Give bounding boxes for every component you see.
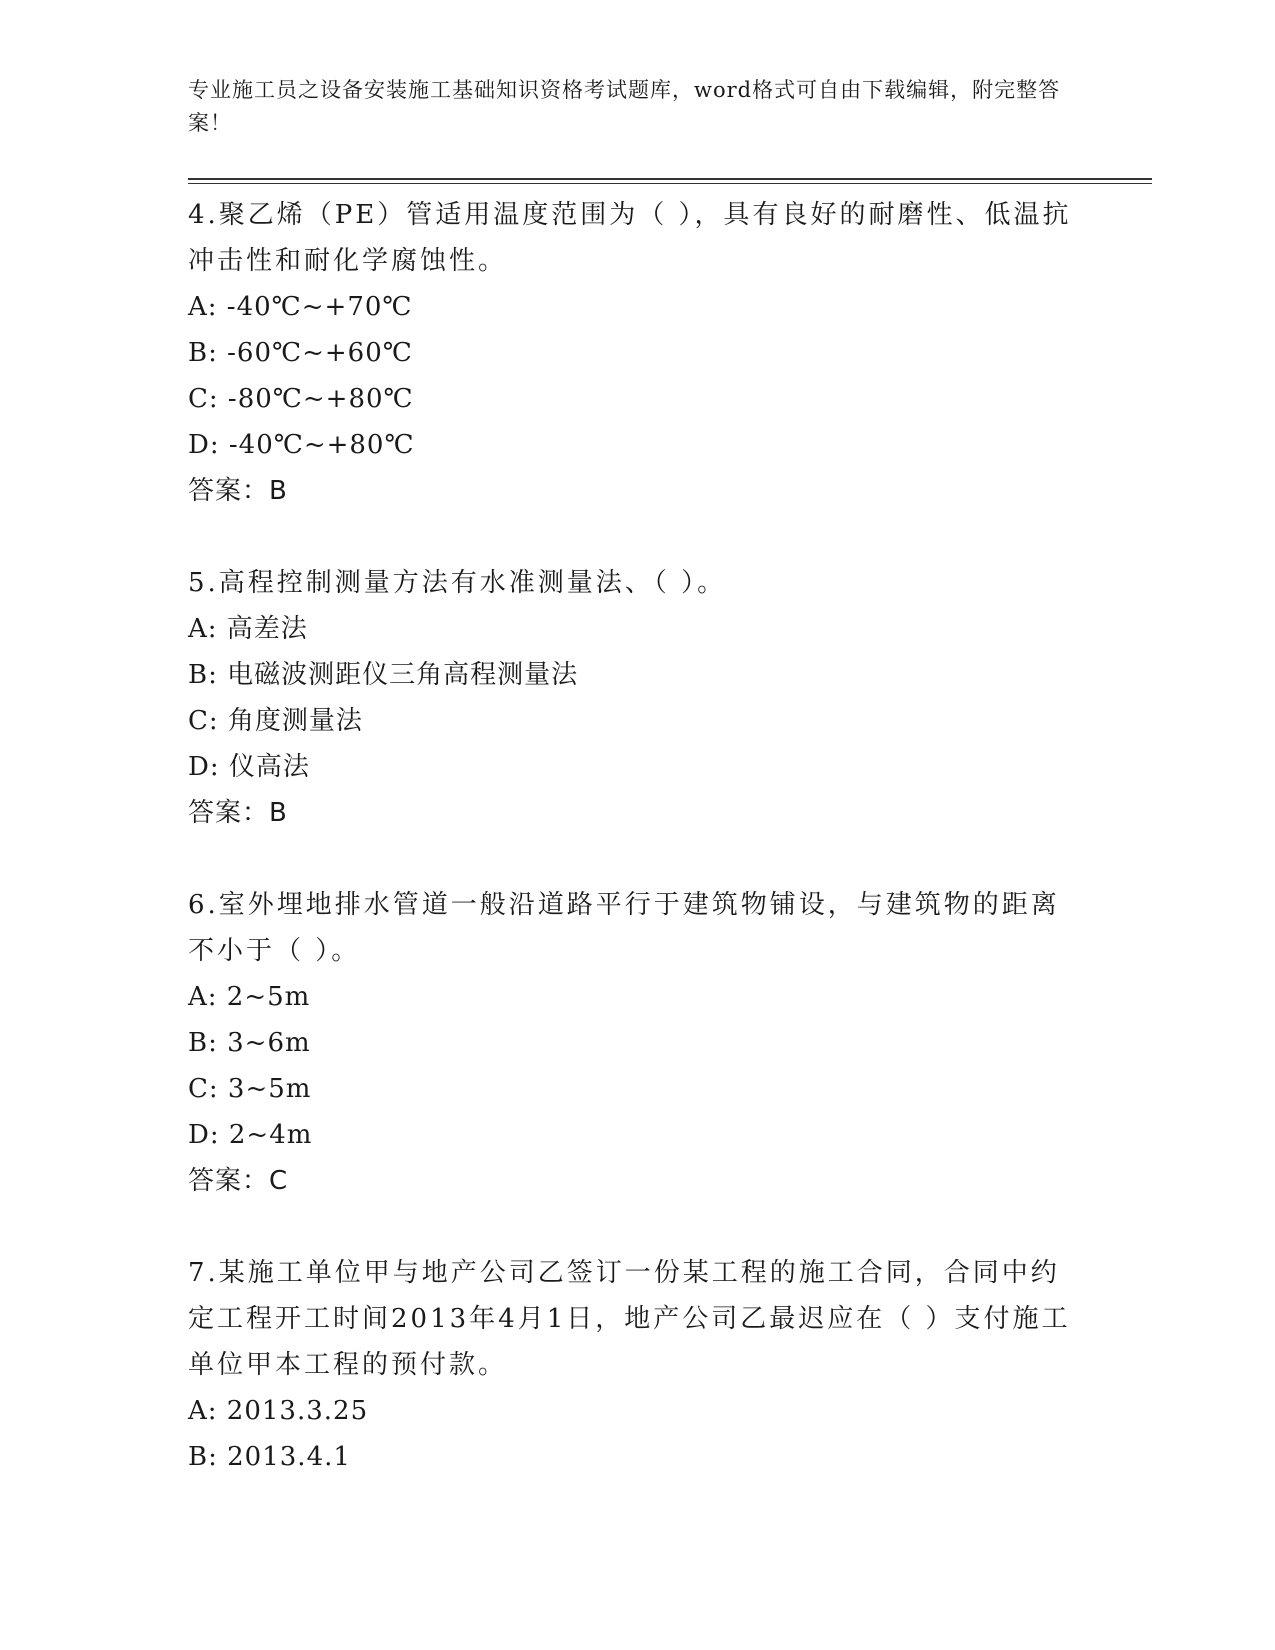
option-a: A: 高差法 xyxy=(188,614,308,644)
option-b: B: 2013.4.1 xyxy=(188,1442,351,1472)
question-list xyxy=(188,192,1088,1480)
option-c: C: -80℃~+80℃ xyxy=(188,384,414,414)
option-b: B: -60℃~+60℃ xyxy=(188,338,413,368)
option-c: C: 角度测量法 xyxy=(188,706,363,736)
answer: 答案：B xyxy=(188,476,288,506)
document-header: 专业施工员之设备安装施工基础知识资格考试题库，word格式可自由下载编辑，附完整答案！ xyxy=(188,78,1061,135)
question-stem: 5.高程控制测量方法有水准测量法、（ ）。 xyxy=(188,568,727,598)
option-a: A: 2013.3.25 xyxy=(188,1396,369,1426)
question-5 xyxy=(188,560,1088,836)
option-d: D: -40℃~+80℃ xyxy=(188,430,415,460)
question-stem: 4.聚乙烯（PE）管适用温度范围为（ ），具有良好的耐磨性、低温抗冲击性和耐化学腐蚀性。 xyxy=(188,200,1072,276)
option-a: A: -40℃~+70℃ xyxy=(188,292,413,322)
header-divider-thick xyxy=(188,178,1152,180)
header-divider-thin xyxy=(188,183,1152,184)
question-stem: 6.室外埋地排水管道一般沿道路平行于建筑物铺设，与建筑物的距离不小于（ ）。 xyxy=(188,890,1060,966)
option-b: B: 3~6m xyxy=(188,1028,311,1058)
option-d: D: 2~4m xyxy=(188,1120,313,1150)
question-stem: 7.某施工单位甲与地产公司乙签订一份某工程的施工合同，合同中约定工程开工时间2013年4月1日，地产公司乙最迟应在（ ）支付施工单位甲本工程的预付款。 xyxy=(188,1258,1071,1380)
answer: 答案：C xyxy=(188,1166,289,1196)
option-c: C: 3~5m xyxy=(188,1074,312,1104)
question-7 xyxy=(188,1250,1088,1480)
question-4 xyxy=(188,192,1088,514)
answer: 答案：B xyxy=(188,798,288,828)
question-6 xyxy=(188,882,1088,1204)
option-d: D: 仪高法 xyxy=(188,752,310,782)
option-a: A: 2~5m xyxy=(188,982,311,1012)
option-b: B: 电磁波测距仪三角高程测量法 xyxy=(188,660,579,690)
